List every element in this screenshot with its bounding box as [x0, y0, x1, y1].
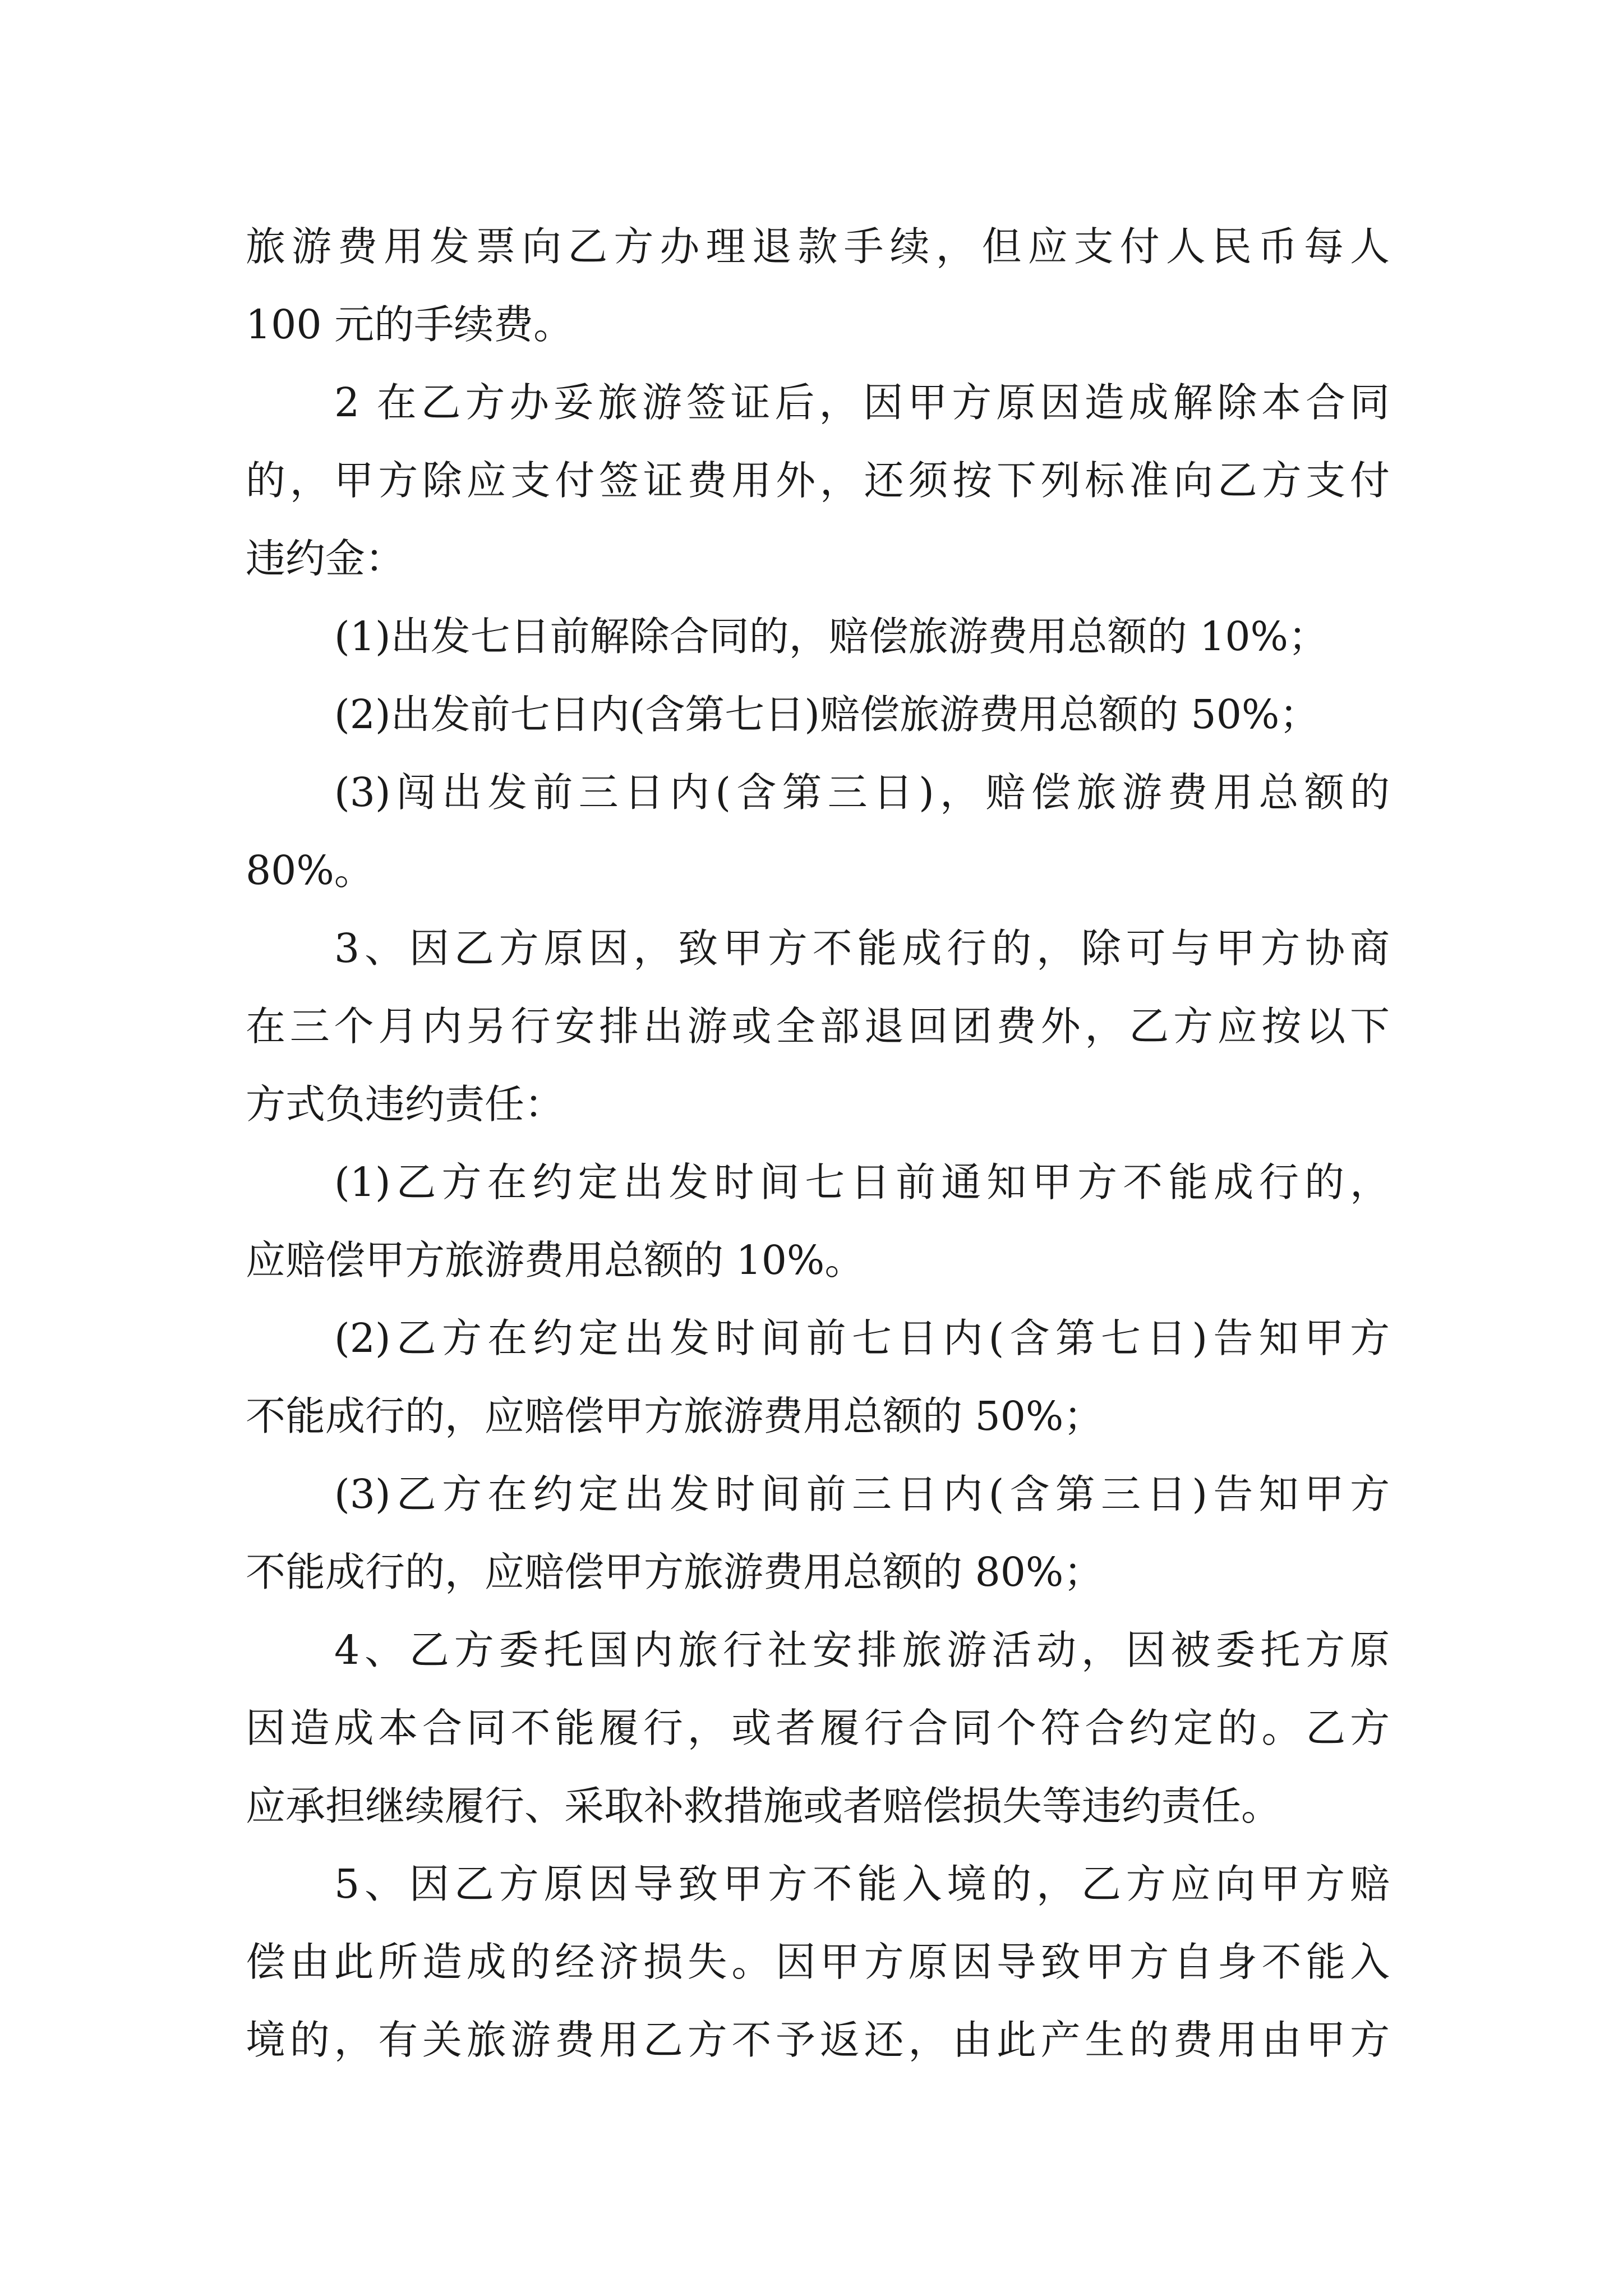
text-line: 因造成本合同不能履行，或者履行合同个符合约定的。乙方 — [246, 1705, 1390, 1751]
text-line: 不能成行的，应赔偿甲方旅游费用总额的 50%； — [246, 1393, 1104, 1439]
text-line: 4、乙方委托国内旅行社安排旅游活动，因被委托方原 — [334, 1627, 1390, 1673]
text-line: (1)乙方在约定出发时间七日前通知甲方不能成行的， — [334, 1159, 1390, 1205]
text-line: 2 在乙方办妥旅游签证后，因甲方原因造成解除本合同 — [334, 379, 1390, 426]
text-line: 在三个月内另行安排出游或全部退回团费外，乙方应按以下 — [246, 1003, 1390, 1050]
text-line: 偿由此所造成的经济损失。因甲方原因导致甲方自身不能入 — [246, 1939, 1390, 1985]
text-line: 应赔偿甲方旅游费用总额的 10%。 — [246, 1237, 865, 1283]
text-line: (2)出发前七日内(含第七日)赔偿旅游费用总额的 50%； — [334, 691, 1320, 738]
text-line: 应承担继续履行、采取补救措施或者赔偿损失等违约责任。 — [246, 1783, 1281, 1829]
text-line: 5、因乙方原因导致甲方不能入境的，乙方应向甲方赔 — [334, 1861, 1390, 1907]
text-line: (2)乙方在约定出发时间前七日内(含第七日)告知甲方 — [334, 1315, 1390, 1361]
text-line: (1)出发七日前解除合同的，赔偿旅游费用总额的 10%； — [334, 613, 1328, 660]
text-line: 3、因乙方原因，致甲方不能成行的，除可与甲方协商 — [334, 925, 1390, 972]
text-line: (3)乙方在约定出发时间前三日内(含第三日)告知甲方 — [334, 1471, 1390, 1517]
text-line: 违约金： — [246, 535, 405, 582]
text-line: 方式负违约责任： — [246, 1081, 565, 1128]
text-line: 境的，有关旅游费用乙方不予返还，由此产生的费用由甲方 — [246, 2017, 1390, 2063]
text-line: 100 元的手续费。 — [246, 301, 574, 348]
text-line: (3)闯出发前三日内(含第三日)，赔偿旅游费用总额的 — [334, 769, 1390, 816]
document-body — [246, 208, 1390, 2079]
text-line: 的，甲方除应支付签证费用外，还须按下列标准向乙方支付 — [246, 457, 1390, 504]
text-line: 80%。 — [246, 847, 374, 894]
text-line: 不能成行的，应赔偿甲方旅游费用总额的 80%； — [246, 1549, 1104, 1595]
text-line: 旅游费用发票向乙方办理退款手续，但应支付人民币每人 — [246, 223, 1390, 270]
